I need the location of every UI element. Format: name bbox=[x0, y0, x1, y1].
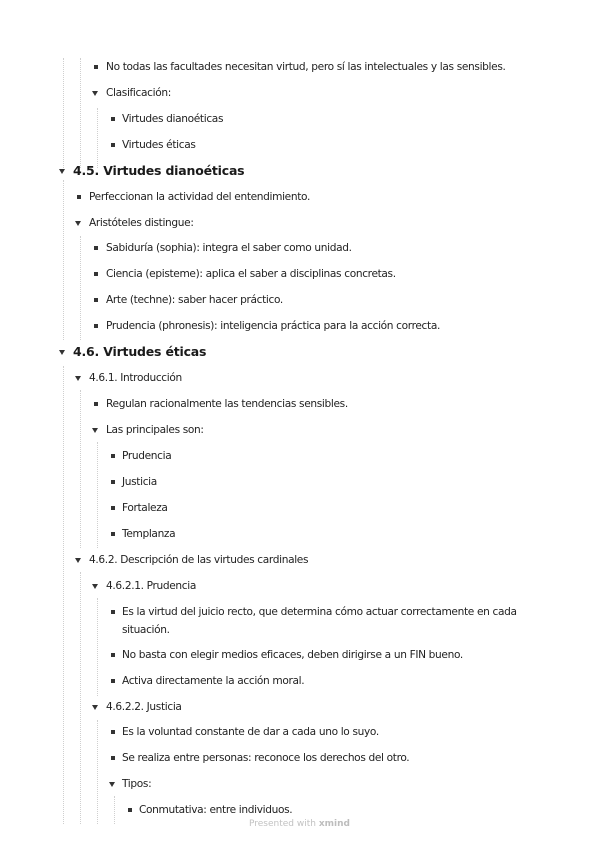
indent-guide bbox=[97, 108, 98, 168]
indent-guide bbox=[80, 58, 81, 168]
collapse-caret-icon[interactable] bbox=[75, 221, 81, 226]
bullet-icon bbox=[111, 756, 115, 760]
bullet-icon bbox=[128, 808, 132, 812]
bullet-icon bbox=[111, 610, 115, 614]
collapse-caret-icon[interactable] bbox=[75, 376, 81, 381]
footer-prefix: Presented with bbox=[249, 819, 316, 829]
indent-guide bbox=[63, 180, 64, 340]
item-text: Fortaleza bbox=[122, 502, 168, 514]
bullet-icon bbox=[111, 143, 115, 147]
item-text: Las principales son: bbox=[106, 424, 204, 436]
indent-guide bbox=[80, 390, 81, 548]
item-text: Prudencia (phronesis): inteligencia práctica para la acción correcta. bbox=[106, 320, 440, 332]
item-text: Regulan racionalmente las tendencias sensibles. bbox=[106, 398, 348, 410]
bullet-icon bbox=[111, 679, 115, 683]
item-text: Aristóteles distingue: bbox=[89, 217, 194, 229]
item-text: Es la voluntad constante de dar a cada uno lo suyo. bbox=[122, 726, 379, 738]
bullet-icon bbox=[111, 730, 115, 734]
item-text: Virtudes éticas bbox=[122, 139, 196, 151]
bullet-icon bbox=[94, 246, 98, 250]
indent-guide bbox=[63, 366, 64, 824]
bullet-icon bbox=[94, 324, 98, 328]
indent-guide bbox=[97, 598, 98, 696]
collapse-caret-icon[interactable] bbox=[92, 705, 98, 710]
item-text: 4.6.1. Introducción bbox=[89, 372, 182, 384]
bullet-icon bbox=[94, 298, 98, 302]
presented-with-footer bbox=[0, 819, 599, 829]
item-text: 4.6.2. Descripción de las virtudes cardinales bbox=[89, 554, 309, 566]
bullet-icon bbox=[111, 532, 115, 536]
item-text: No basta con elegir medios eficaces, deben dirigirse a un FIN bueno. bbox=[122, 649, 463, 661]
item-text: Arte (techne): saber hacer práctico. bbox=[106, 294, 283, 306]
indent-guide bbox=[97, 442, 98, 548]
item-text: Activa directamente la acción moral. bbox=[122, 675, 305, 687]
indent-guide bbox=[80, 572, 81, 824]
collapse-caret-icon[interactable] bbox=[92, 428, 98, 433]
item-text: Conmutativa: entre individuos. bbox=[139, 804, 293, 816]
item-text: Tipos: bbox=[122, 778, 152, 790]
bullet-icon bbox=[111, 454, 115, 458]
item-text: Clasificación: bbox=[106, 87, 171, 99]
item-text: Justicia bbox=[122, 476, 157, 488]
collapse-caret-icon[interactable] bbox=[59, 169, 65, 174]
collapse-caret-icon[interactable] bbox=[109, 782, 115, 787]
item-text: 4.6.2.2. Justicia bbox=[106, 701, 182, 713]
item-text: Se realiza entre personas: reconoce los derechos del otro. bbox=[122, 752, 410, 764]
bullet-icon bbox=[77, 195, 81, 199]
indent-guide bbox=[63, 58, 64, 168]
bullet-icon bbox=[94, 402, 98, 406]
item-text: Virtudes dianoéticas bbox=[122, 113, 224, 125]
bullet-icon bbox=[111, 653, 115, 657]
collapse-caret-icon[interactable] bbox=[92, 91, 98, 96]
indent-guide bbox=[80, 236, 81, 340]
bullet-icon bbox=[94, 65, 98, 69]
item-text: Es la virtud del juicio recto, que determina cómo actuar correctamente en cada situación. bbox=[122, 606, 517, 636]
collapse-caret-icon[interactable] bbox=[92, 584, 98, 589]
item-text: Templanza bbox=[122, 528, 176, 540]
item-text: Prudencia bbox=[122, 450, 172, 462]
bullet-icon bbox=[111, 117, 115, 121]
heading-text: 4.6. Virtudes éticas bbox=[73, 344, 207, 359]
bullet-icon bbox=[111, 480, 115, 484]
item-text: Ciencia (episteme): aplica el saber a disciplinas concretas. bbox=[106, 268, 396, 280]
item-text: Sabiduría (sophia): integra el saber como unidad. bbox=[106, 242, 352, 254]
item-text: 4.6.2.1. Prudencia bbox=[106, 580, 196, 592]
item-text: No todas las facultades necesitan virtud, pero sí las intelectuales y las sensibles. bbox=[106, 61, 506, 73]
heading-text: 4.5. Virtudes dianoéticas bbox=[73, 163, 245, 178]
collapse-caret-icon[interactable] bbox=[59, 350, 65, 355]
collapse-caret-icon[interactable] bbox=[75, 558, 81, 563]
item-text: Perfeccionan la actividad del entendimiento. bbox=[89, 191, 310, 203]
indent-guide bbox=[97, 720, 98, 824]
bullet-icon bbox=[94, 272, 98, 276]
xmind-logo: xmind bbox=[318, 819, 350, 829]
bullet-icon bbox=[111, 506, 115, 510]
